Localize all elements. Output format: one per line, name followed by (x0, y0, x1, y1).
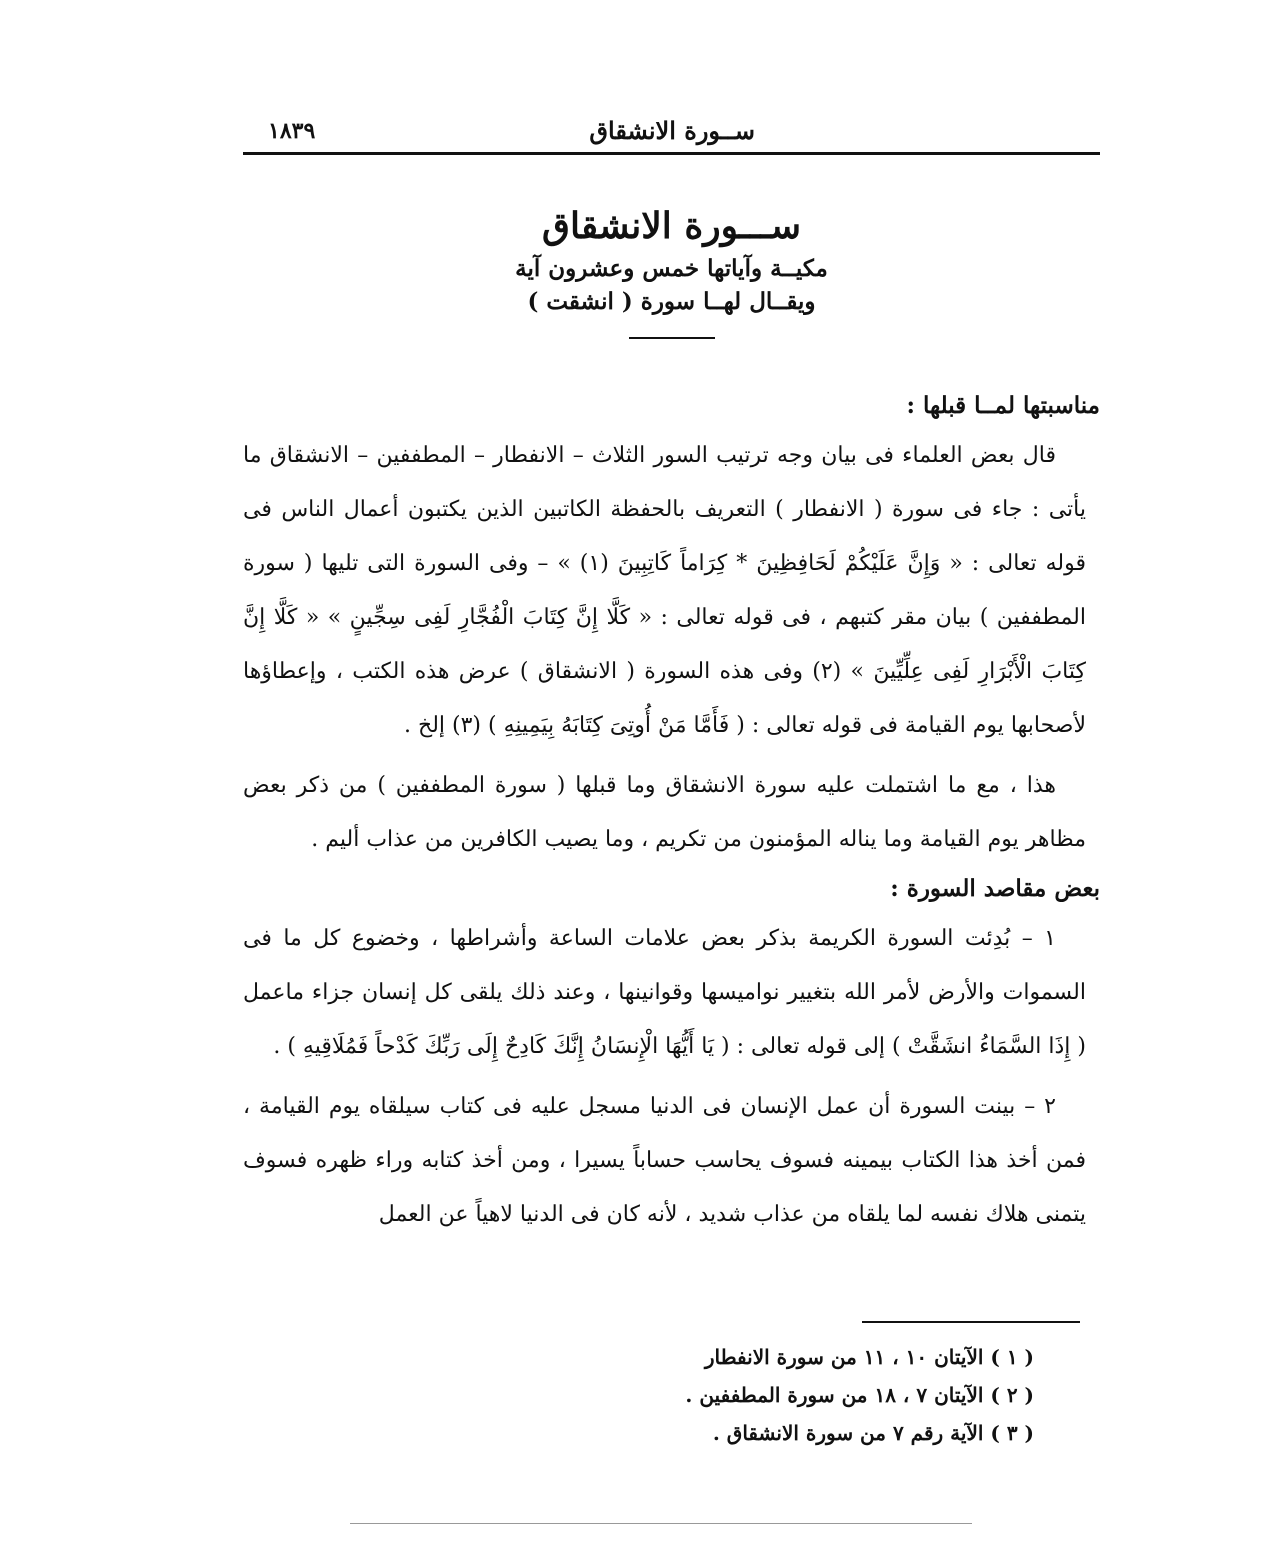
footnote-1: ( ١ ) الآيتان ١٠ ، ١١ من سورة الانفطار (704, 1345, 1034, 1369)
paragraph-relation-2: هذا ، مع ما اشتملت عليه سورة الانشقاق وما قبلها ( سورة المطففين ) من ذكر بعض مظاهر يوم القيامة وما يناله المؤمنون من تكريم ، وما يصيب الكافرين من عذاب أليم . (243, 773, 1086, 852)
section-heading-objectives: بعض مقاصد السورة : (890, 875, 1100, 902)
surah-title: ســـورة الانشقاق (542, 205, 801, 247)
surah-subtitle-verses: مكيــة وآياتها خمس وعشرون آية (515, 255, 828, 282)
main-content (243, 384, 1100, 1248)
bottom-scan-line (350, 1523, 972, 1524)
running-header-title: ســورة الانشقاق (589, 116, 755, 145)
paragraph-objective-1: ١ – بُدِئت السورة الكريمة بذكر بعض علامات الساعة وأشراطها ، وخضوع كل ما فى السموات والأرض لأمر الله بتغيير نواميسها وقوانينها ، وعند ذلك يلقى كل إنسان جزاء ماعمل ( إِذَا السَّمَاءُ انشَقَّتْ ) إلى قوله تعالى : ( يَا أَيُّهَا الْإِنسَانُ إِنَّكَ كَادِحٌ إِلَى رَبِّكَ كَدْحاً فَمُلَاقِيهِ ) . (243, 926, 1086, 1059)
footnote-3: ( ٣ ) الآية رقم ٧ من سورة الانشقاق . (712, 1421, 1034, 1445)
footnotes (434, 1338, 1034, 1452)
footnote-divider (862, 1321, 1080, 1323)
section-heading-relation: مناسبتها لمــا قبلها : (906, 392, 1100, 419)
page-number: ١٨٣٩ (268, 118, 316, 144)
paragraph-relation-1: قال بعض العلماء فى بيان وجه ترتيب السور الثلاث – الانفطار – المطففين – الانشقاق ما يأتى : جاء فى سورة ( الانفطار ) التعريف بالحفظة الكاتبين الذين يكتبون أعمال الناس فى قوله تعالى : « وَإِنَّ عَلَيْكُمْ لَحَافِظِينَ * كِرَاماً كَاتِبِينَ (١) » – وفى السورة التى تليها ( سورة المطففين ) بيان مقر كتبهم ، فى قوله تعالى : « كَلَّا إِنَّ كِتَابَ الْفُجَّارِ لَفِى سِجِّينٍ » « كَلَّا إِنَّ كِتَابَ الْأَبْرَارِ لَفِى عِلِّيِّينَ » (٢) وفى هذه السورة ( الانشقاق ) عرض هذه الكتب ، وإعطاؤها لأصحابها يوم القيامة فى قوله تعالى : ( فَأَمَّا مَنْ أُوتِىَ كِتَابَهُ بِيَمِينِهِ ) (٣) إلخ . (243, 443, 1087, 738)
footnote-2: ( ٢ ) الآيتان ٧ ، ١٨ من سورة المطففين . (685, 1383, 1034, 1407)
running-header (243, 112, 1100, 155)
title-divider (629, 337, 715, 339)
title-block (243, 205, 1100, 339)
surah-subtitle-alias: ويقــال لهــا سورة ( انشقت ) (527, 288, 816, 315)
paragraph-objective-2: ٢ – بينت السورة أن عمل الإنسان فى الدنيا مسجل عليه فى كتاب سيلقاه يوم القيامة ، فمن أخذ هذا الكتاب بيمينه فسوف يحاسب حساباً يسيرا ، ومن أخذ كتابه وراء ظهره فسوف يتمنى هلاك نفسه لما يلقاه من عذاب شديد ، لأنه كان فى الدنيا لاهياً عن العمل (243, 1094, 1086, 1227)
